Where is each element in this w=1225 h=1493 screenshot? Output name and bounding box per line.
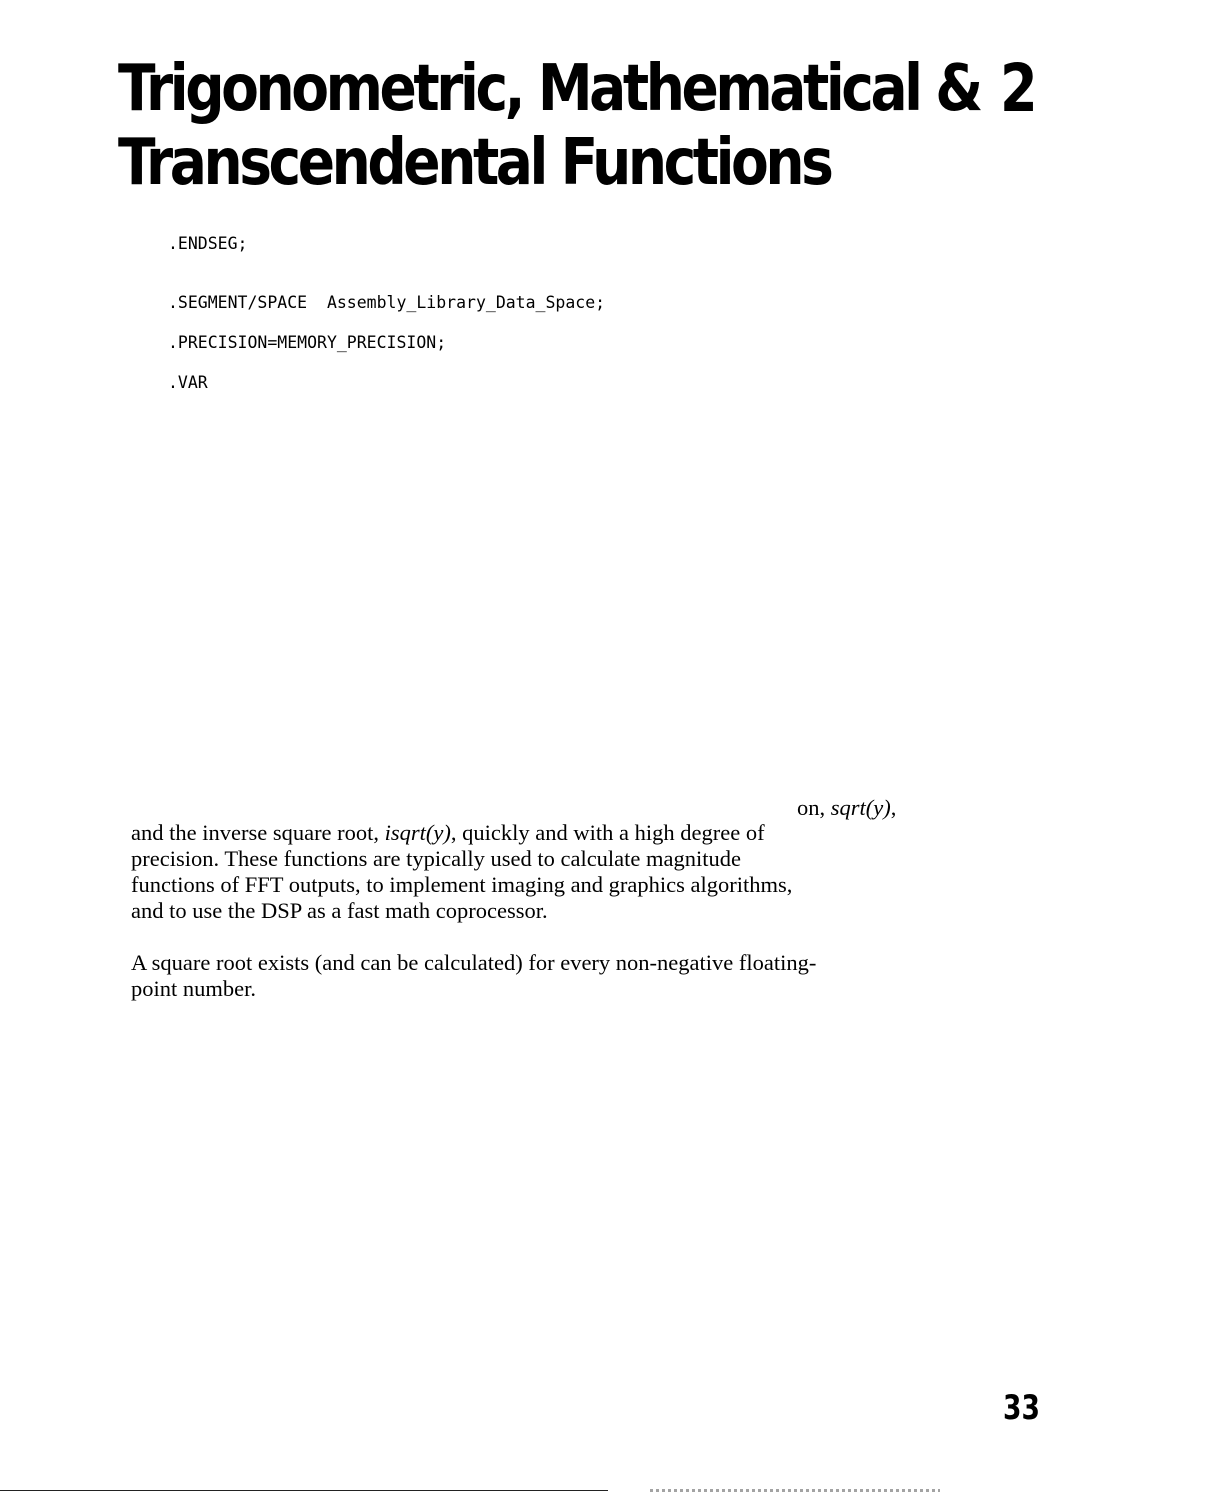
page-number: 33: [1003, 1388, 1040, 1428]
p1l1-post: , quickly and with a high degree of: [450, 820, 765, 845]
paragraph-1-line-4: and to use the DSP as a fast math coprocessor.: [131, 898, 548, 923]
p1l1-isqrt: isqrt(y): [384, 820, 451, 845]
code-line-endseg: .ENDSEG;: [168, 234, 248, 253]
paragraph-1-line-1: [131, 820, 765, 846]
chapter-title-line-2: Transcendental Functions: [118, 126, 831, 200]
p1l1-pre: and the inverse square root,: [131, 820, 385, 845]
text-fragment: [797, 795, 896, 821]
paragraph-1-line-2: precision. These functions are typically used to calculate magnitude: [131, 846, 742, 871]
paragraph-2-line-2: point number.: [131, 976, 256, 1001]
text-fragment-suffix: ,: [890, 795, 897, 820]
paragraph-2-line-1: A square root exists (and can be calculated) for every non-negative floating-: [131, 950, 817, 975]
code-line-precision: .PRECISION=MEMORY_PRECISION;: [168, 333, 447, 352]
bottom-marks: [650, 1489, 940, 1492]
text-fragment-prefix: on,: [797, 795, 831, 820]
paragraph-1-line-3: functions of FFT outputs, to implement imaging and graphics algorithms,: [131, 872, 793, 897]
chapter-title-line-1: Trigonometric, Mathematical &: [118, 52, 980, 126]
text-fragment-sqrt: sqrt(y): [830, 795, 891, 820]
chapter-title: [118, 52, 980, 200]
bottom-rule: [0, 1490, 608, 1491]
chapter-number: 2: [1000, 50, 1038, 127]
code-line-segment-space: .SEGMENT/SPACE Assembly_Library_Data_Space;: [168, 293, 606, 312]
code-line-var: .VAR: [168, 373, 208, 392]
